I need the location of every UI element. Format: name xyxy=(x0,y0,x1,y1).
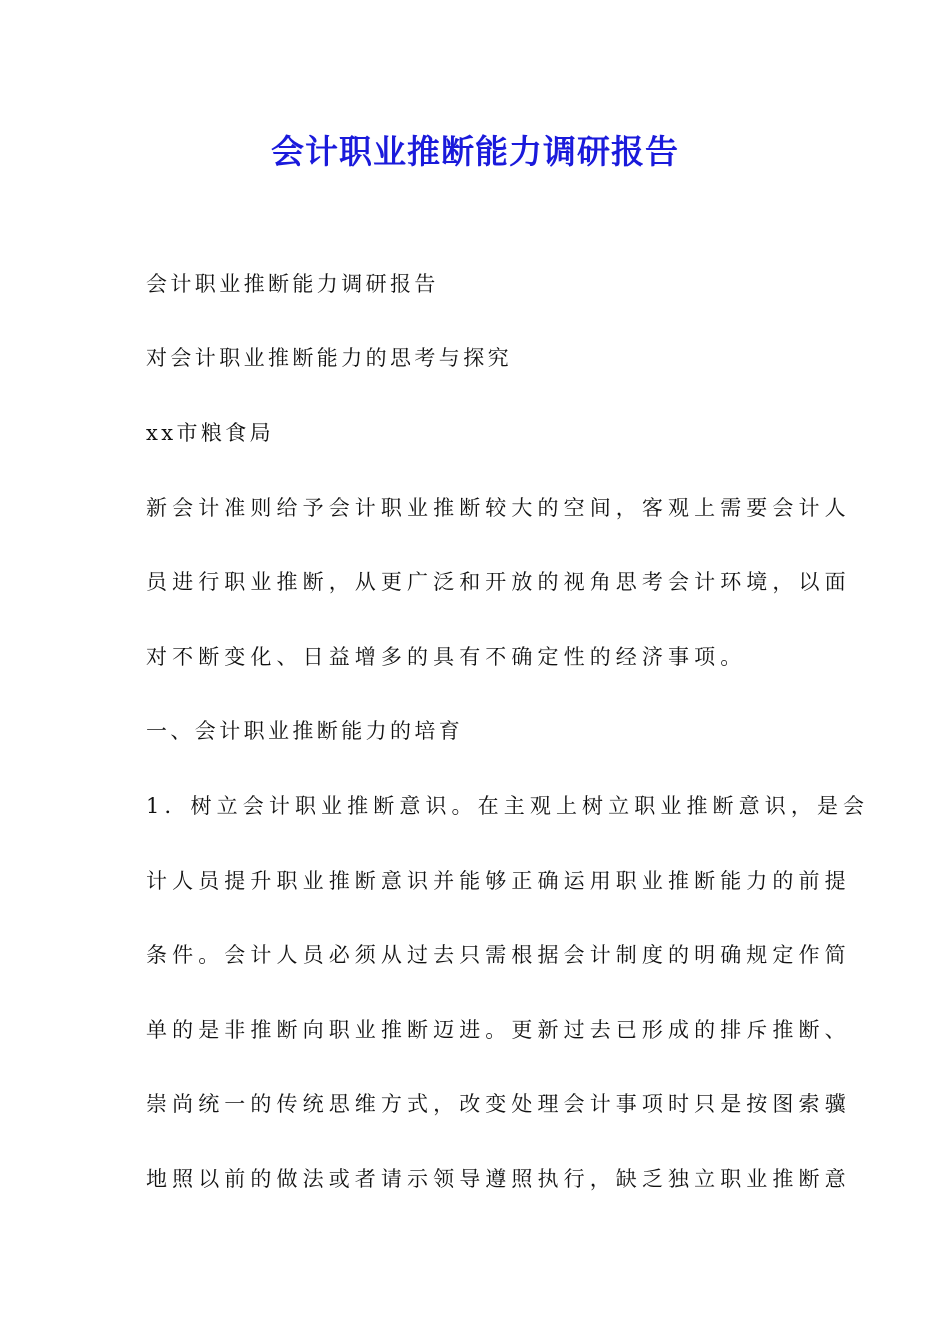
paragraph-line: 地照以前的做法或者请示领导遵照执行，缺乏独立职业推断意 xyxy=(146,1167,851,1191)
author-line: xx市粮食局 xyxy=(146,421,275,445)
paragraph-line: 条件。会计人员必须从过去只需根据会计制度的明确规定作简 xyxy=(146,943,851,967)
paragraph-line: 员进行职业推断，从更广泛和开放的视角思考会计环境，以面 xyxy=(146,570,851,594)
paragraph-line: 计人员提升职业推断意识并能够正确运用职业推断能力的前提 xyxy=(146,869,851,893)
paragraph-line: 1．树立会计职业推断意识。在主观上树立职业推断意识，是会 xyxy=(146,794,870,818)
paragraph-line: 单的是非推断向职业推断迈进。更新过去已形成的排斥推断、 xyxy=(146,1018,851,1042)
document-title: 会计职业推断能力调研报告 xyxy=(271,132,679,171)
subtitle-line: 对会计职业推断能力的思考与探究 xyxy=(146,346,512,370)
paragraph-line: 对不断变化、日益增多的具有不确定性的经济事项。 xyxy=(146,645,747,669)
paragraph-line: 崇尚统一的传统思维方式，改变处理会计事项时只是按图索骥 xyxy=(146,1092,851,1116)
subtitle-line: 会计职业推断能力调研报告 xyxy=(146,272,439,296)
paragraph-line: 新会计准则给予会计职业推断较大的空间，客观上需要会计人 xyxy=(146,496,851,520)
section-heading: 一、会计职业推断能力的培育 xyxy=(146,719,464,743)
